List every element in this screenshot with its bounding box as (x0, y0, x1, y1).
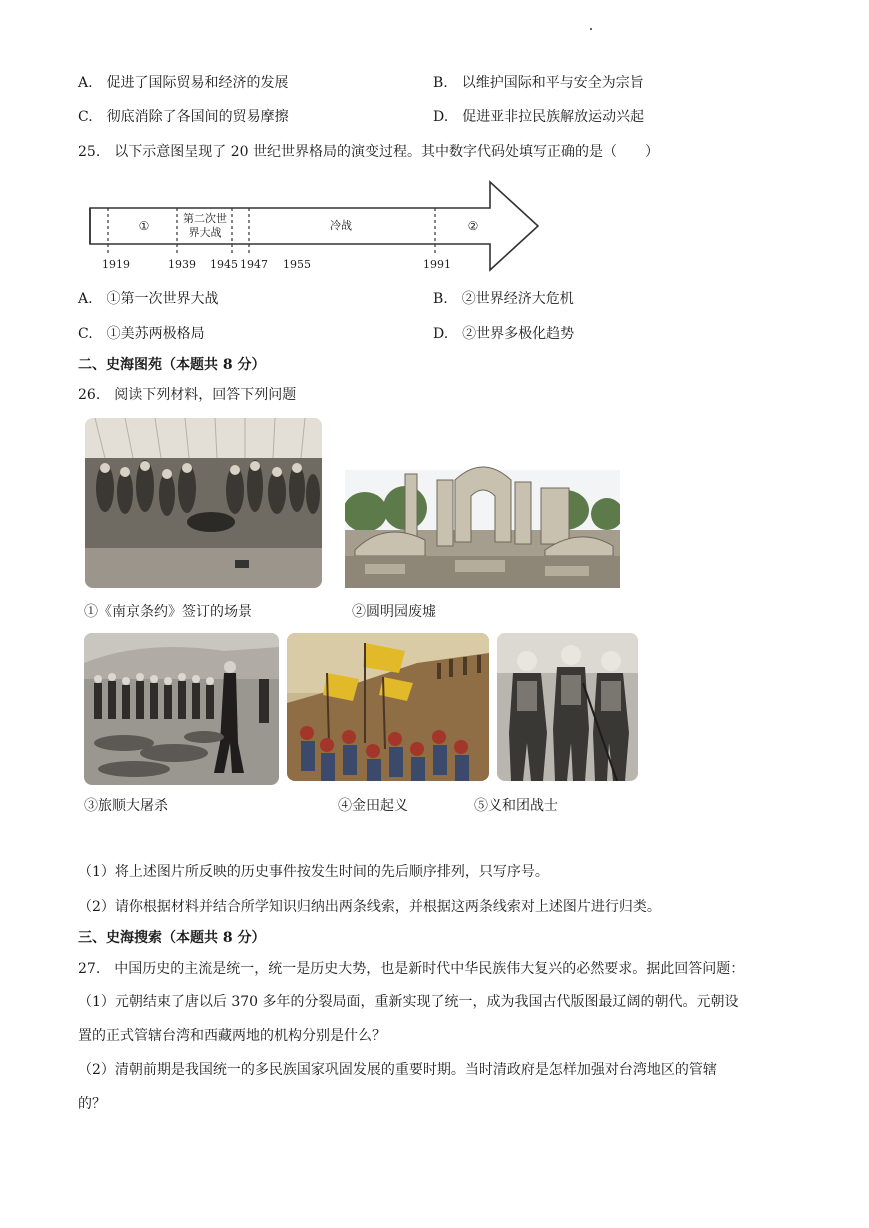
timeline-year-1939: 1939 (168, 258, 196, 271)
q25-option-c[interactable]: C. ①美苏两极格局 (78, 326, 205, 342)
timeline-year-1955: 1955 (283, 258, 311, 271)
q27-sub-question-1-line2: 置的正式管辖台湾和西藏两地的机构分别是什么？ (78, 1028, 386, 1044)
q25-stem: 25. 以下示意图呈现了 20 世纪世界格局的演变过程。其中数字代码处填写正确的是（ ） (78, 144, 659, 160)
caption-yuanmingyuan-ruins: ②圆明园废墟 (352, 604, 436, 620)
timeline-year-1991: 1991 (423, 258, 451, 271)
timeline-year-1945: 1945 (210, 258, 238, 271)
photo-lushun-massacre (84, 633, 279, 785)
timeline-diagram (86, 180, 546, 280)
timeline-year-1919: 1919 (102, 258, 130, 271)
q25-option-a[interactable]: A. ①第一次世界大战 (78, 291, 219, 307)
caption-jintian-uprising: ④金田起义 (338, 798, 408, 814)
q24-option-a[interactable]: A. 促进了国际贸易和经济的发展 (78, 75, 289, 91)
q27-sub-question-2-line2: 的？ (78, 1096, 106, 1112)
photo-boxer-fighters (497, 633, 638, 781)
caption-boxer-fighters: ⑤义和团战士 (474, 798, 558, 814)
caption-nanjing-treaty: ①《南京条约》签订的场景 (84, 604, 252, 620)
caption-lushun-massacre: ③旅顺大屠杀 (84, 798, 168, 814)
q27-stem: 27. 中国历史的主流是统一，统一是历史大势，也是新时代中华民族伟大复兴的必然要求。据此回答问题： (78, 961, 745, 977)
timeline-segment-2-line1: 第二次世 (183, 212, 227, 225)
q25-option-b[interactable]: B. ②世界经济大危机 (433, 291, 574, 307)
q26-sub-question-2: （2）请你根据材料并结合所学知识归纳出两条线索，并根据这两条线索对上述图片进行归类。 (78, 899, 661, 915)
page-mark (590, 28, 592, 30)
q24-option-c[interactable]: C. 彻底消除了各国间的贸易摩擦 (78, 109, 289, 125)
section-2-title: 二、史海图苑（本题共 8 分） (78, 357, 266, 373)
photo-nanjing-treaty (85, 418, 322, 588)
q26-stem: 26. 阅读下列材料，回答下列问题 (78, 387, 297, 403)
q27-sub-question-2-line1: （2）清朝前期是我国统一的多民族国家巩固发展的重要时期。当时清政府是怎样加强对台湾地区的管辖 (78, 1062, 717, 1078)
q24-option-b[interactable]: B. 以维护国际和平与安全为宗旨 (433, 75, 644, 91)
section-3-title: 三、史海搜索（本题共 8 分） (78, 930, 266, 946)
q25-option-d[interactable]: D. ②世界多极化趋势 (433, 326, 575, 342)
q24-option-d[interactable]: D. 促进亚非拉民族解放运动兴起 (433, 109, 645, 125)
q26-sub-question-1: （1）将上述图片所反映的历史事件按发生时间的先后顺序排列，只写序号。 (78, 864, 549, 880)
timeline-year-1947: 1947 (240, 258, 268, 271)
timeline-segment-3: 冷战 (330, 219, 352, 232)
timeline-segment-4: ② (467, 219, 479, 233)
timeline-segment-2-line2: 界大战 (188, 226, 222, 239)
q27-sub-question-1-line1: （1）元朝结束了唐以后 370 多年的分裂局面，重新实现了统一，成为我国古代版图最辽阔的朝代。元朝设 (78, 994, 739, 1010)
photo-jintian-uprising (287, 633, 489, 781)
photo-yuanmingyuan-ruins (345, 460, 620, 588)
timeline-segment-1: ① (138, 219, 150, 233)
